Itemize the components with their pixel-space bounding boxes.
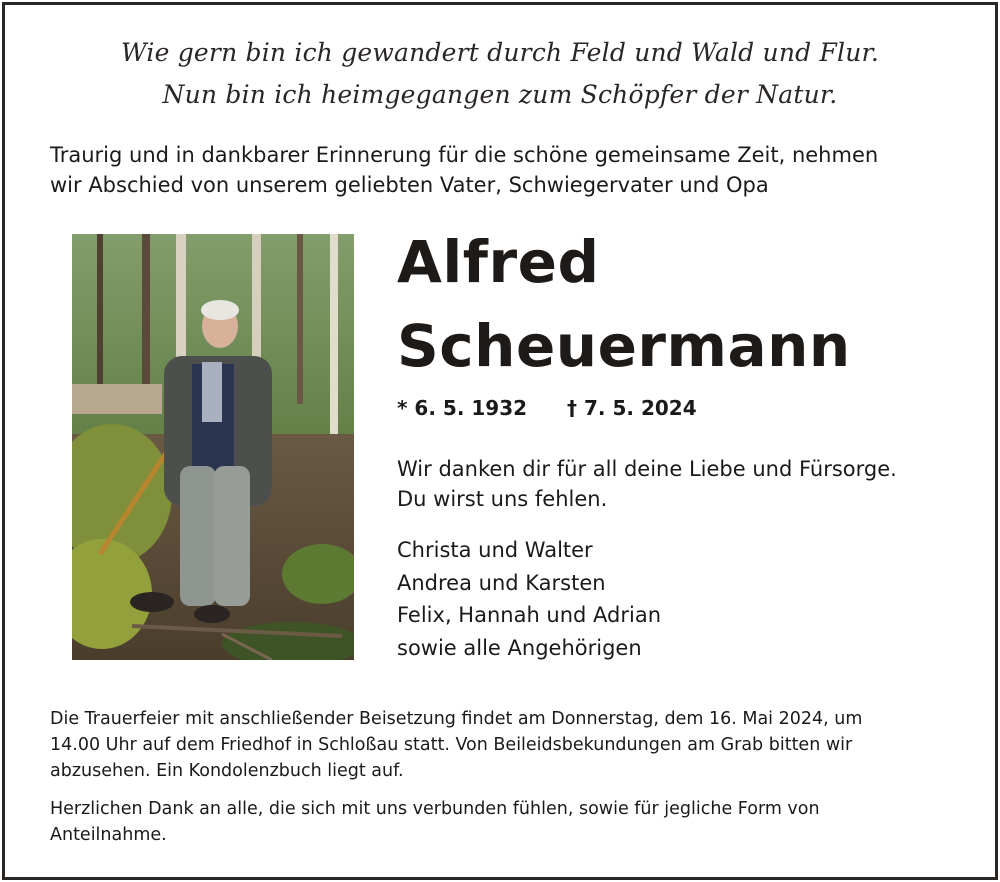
closing-line-2: Anteilnahme. [50, 825, 167, 845]
intro-text [50, 140, 970, 200]
birth-date: * 6. 5. 1932 [397, 396, 528, 420]
death-date: † 7. 5. 2024 [567, 396, 697, 420]
intro-line-1: Traurig und in dankbarer Erinnerung für die schöne gemeinsame Zeit, nehmen [50, 143, 879, 167]
poem-line-1: Wie gern bin ich gewandert durch Feld und Wald und Flur. [120, 38, 880, 67]
deceased-first-name: Alfred [397, 228, 600, 296]
closing-thanks [50, 796, 970, 848]
ceremony-line-3: abzusehen. Ein Kondolenzbuch liegt auf. [50, 761, 404, 781]
thanks-line-1: Wir danken dir für all deine Liebe und Fürsorge. [397, 457, 897, 481]
deceased-last-name: Scheuermann [397, 312, 851, 380]
closing-line-1: Herzlichen Dank an alle, die sich mit uns verbunden fühlen, sowie für jegliche Form von [50, 799, 820, 819]
portrait-photo [72, 234, 354, 660]
ceremony-line-2: 14.00 Uhr auf dem Friedhof in Schloßau statt. Von Beileidsbekundungen am Grab bitten wir [50, 735, 853, 755]
forest-portrait-image [72, 234, 354, 660]
life-dates [397, 396, 697, 420]
family-member: Andrea und Karsten [397, 570, 606, 595]
thanks-text [397, 454, 897, 514]
ceremony-info [50, 706, 970, 784]
family-member: Felix, Hannah und Adrian [397, 603, 662, 627]
intro-line-2: wir Abschied von unserem geliebten Vater, Schwiegervater und Opa [50, 173, 769, 197]
family-member: sowie alle Angehörigen [397, 635, 642, 660]
ceremony-line-1: Die Trauerfeier mit anschließender Beisetzung findet am Donnerstag, dem 16. Mai 2024, um [50, 709, 863, 729]
thanks-line-2: Du wirst uns fehlen. [397, 487, 608, 511]
family-member: Christa und Walter [397, 538, 593, 562]
poem-line-2: Nun bin ich heimgegangen zum Schöpfer der Natur. [162, 80, 838, 109]
family-list [397, 534, 661, 664]
